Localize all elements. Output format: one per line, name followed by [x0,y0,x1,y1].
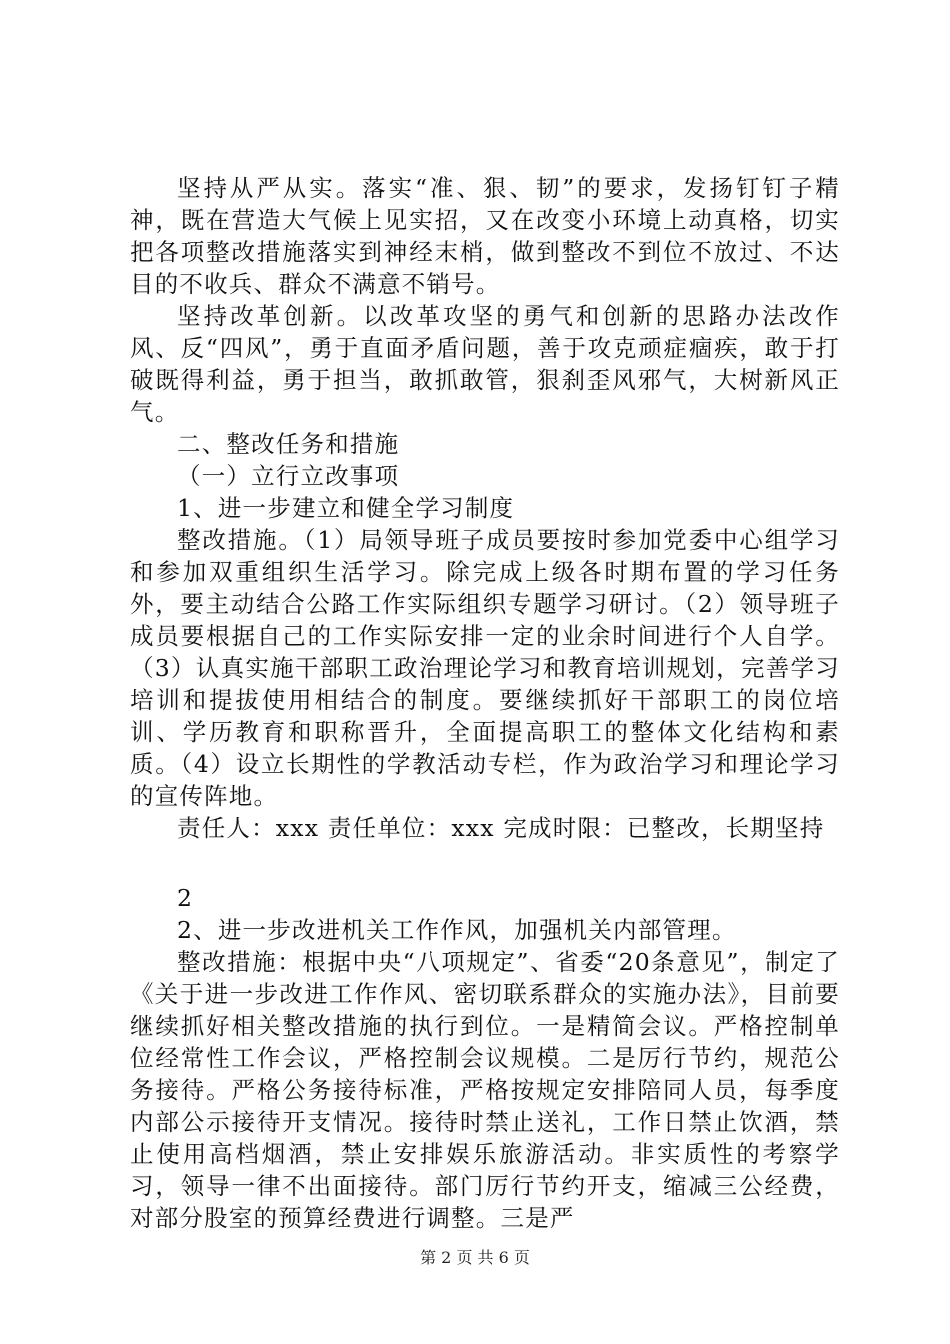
heading-rectification-tasks: 二、整改任务和措施 [177,430,400,458]
paragraph-study-measures: 整改措施。（1）局领导班子成员要按时参加党委中心组学习和参加双重组织生活学习。除完成上级各时期布置的学习任务外，要主动结合公路工作实际组织专题学习研讨。（2）领导班子成员要根据自己的工作实际安排一定的业余时间进行个人自学。（3）认真实施干部职工政治理论学习和教育培训规划，完善学习培训和提拔使用相结合的制度。要继续抓好干部职工的岗位培训、学历教育和职称晋升，全面提高职工的整体文化结构和素质。（4）设立长期性的学教活动专栏，作为政治学习和理论学习的宣传阵地。 [130,526,840,810]
paragraph-work-style-measures: 整改措施：根据中央“八项规定”、省委“20条意见”，制定了《关于进一步改进工作作风、密切联系群众的实施办法》，目前要继续抓好相关整改措施的执行到位。一是精简会议。严格控制单位经常性工作会议，严格控制会议规模。二是厉行节约，规范公务接待。严格公务接待标准，严格按规定安排陪同人员，每季度内部公示接待开支情况。接待时禁止送礼，工作日禁止饮酒，禁止使用高档烟酒，禁止安排娱乐旅游活动。非实质性的考察学习，领导一律不出面接待。部门厉行节约开支，缩减三公经费，对部分股室的预算经费进行调整。三是严 [130,948,840,1232]
document-body [130,172,840,1234]
spacer [130,844,840,882]
page-footer: 第 2 页 共 6 页 [420,1248,530,1267]
heading-work-style: 2、进一步改进机关工作作风，加强机关内部管理。 [177,916,737,944]
paragraph-responsibility: 责任人：xxx 责任单位：xxx 完成时限：已整改，长期坚持 [177,814,825,842]
paragraph-strict-practice: 坚持从严从实。落实“准、狠、韧”的要求，发扬钉钉子精神，既在营造大气候上见实招，又在改变小环境上动真格，切实把各项整改措施落实到神经末梢，做到整改不到位不放过、不达目的不收兵、群众不满意不销号。 [130,174,840,298]
heading-immediate-items: （一）立行立改事项 [177,462,400,490]
heading-study-system: 1、进一步建立和健全学习制度 [177,494,515,522]
section-marker: 2 [177,884,194,912]
paragraph-reform-innovation: 坚持改革创新。以改革攻坚的勇气和创新的思路办法改作风、反“四风”，勇于直面矛盾问题，善于攻克顽症痼疾，敢于打破既得利益，勇于担当，敢抓敢管，狠刹歪风邪气，大树新风正气。 [130,302,840,426]
